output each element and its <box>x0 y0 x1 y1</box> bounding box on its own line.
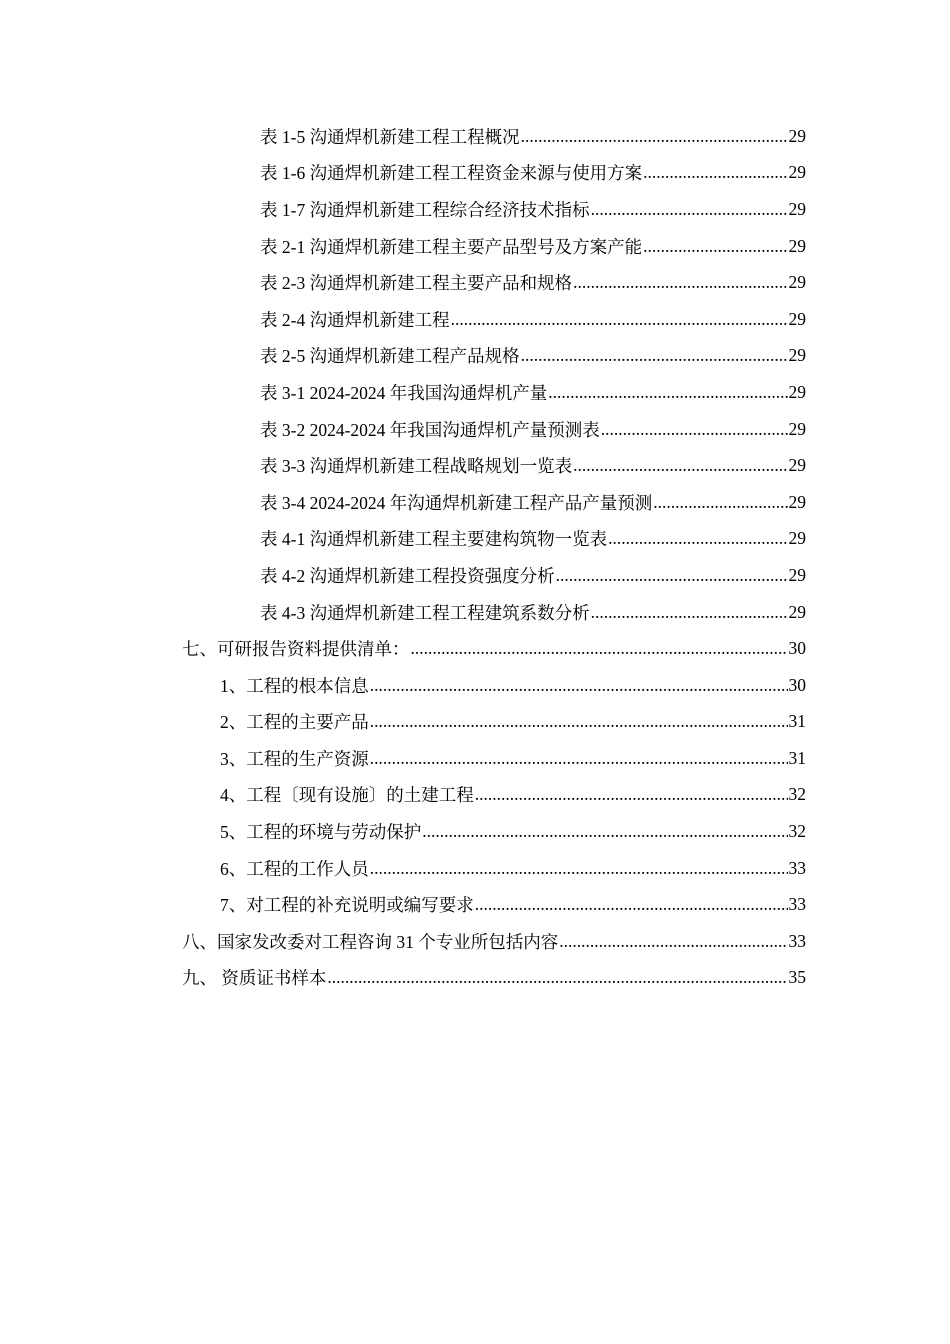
toc-entry-title: 表 4-2 沟通焊机新建工程投资强度分析 <box>260 565 555 586</box>
toc-dot-leader <box>643 162 787 183</box>
toc-entry-title: 表 2-1 沟通焊机新建工程主要产品型号及方案产能 <box>260 236 643 257</box>
toc-dot-leader <box>422 821 787 842</box>
toc-entry-title: 表 3-4 2024-2024 年沟通焊机新建工程产品产量预测 <box>260 492 653 513</box>
toc-entry-title: 表 2-3 沟通焊机新建工程主要产品和规格 <box>260 273 573 294</box>
toc-dot-leader <box>370 675 788 696</box>
toc-entry[interactable] <box>0 264 950 301</box>
toc-entry-page-number: 29 <box>788 418 806 439</box>
toc-entry-title: 表 4-3 沟通焊机新建工程工程建筑系数分析 <box>260 602 590 623</box>
toc-entry[interactable] <box>0 667 950 704</box>
toc-entry[interactable] <box>0 301 950 338</box>
toc-dot-leader <box>327 967 787 988</box>
toc-dot-leader <box>591 602 788 623</box>
toc-entry-title: 表 1-5 沟通焊机新建工程工程概况 <box>260 126 520 147</box>
toc-entry-title: 3、工程的生产资源 <box>220 748 369 769</box>
toc-entry-page-number: 29 <box>788 381 806 402</box>
toc-dot-leader <box>591 199 788 220</box>
toc-entry-title: 表 2-4 沟通焊机新建工程 <box>260 309 450 330</box>
toc-entry-page-number: 29 <box>788 235 806 256</box>
toc-dot-leader <box>653 492 787 513</box>
toc-entry[interactable] <box>0 850 950 887</box>
toc-entry-page-number: 29 <box>788 455 806 476</box>
toc-dot-leader <box>559 931 787 952</box>
toc-entry[interactable] <box>0 630 950 667</box>
toc-entry-title: 表 3-2 2024-2024 年我国沟通焊机产量预测表 <box>260 419 600 440</box>
toc-entry-page-number: 29 <box>788 198 806 219</box>
toc-entry-page-number: 35 <box>788 967 806 988</box>
toc-entry-title: 4、工程〔现有设施〕的土建工程 <box>220 785 474 806</box>
toc-entry[interactable] <box>0 521 950 558</box>
toc-dot-leader <box>370 858 788 879</box>
toc-dot-leader <box>608 528 787 549</box>
toc-entry-page-number: 29 <box>788 601 806 622</box>
toc-dot-leader <box>521 126 788 147</box>
toc-entry-title: 2、工程的主要产品 <box>220 712 369 733</box>
toc-entry-page-number: 33 <box>788 894 806 915</box>
toc-dot-leader <box>521 345 788 366</box>
toc-entry[interactable] <box>0 411 950 448</box>
toc-dot-leader <box>548 382 787 403</box>
toc-entry-title: 表 2-5 沟通焊机新建工程产品规格 <box>260 346 520 367</box>
toc-entry-page-number: 33 <box>788 857 806 878</box>
toc-entry-page-number: 29 <box>788 528 806 549</box>
toc-entry[interactable] <box>0 338 950 375</box>
toc-entry[interactable] <box>0 960 950 997</box>
toc-entry-title: 七、可研报告资料提供清单： <box>182 639 410 660</box>
toc-entry[interactable] <box>0 374 950 411</box>
toc-entry-page-number: 33 <box>788 930 806 951</box>
toc-entry-title: 5、工程的环境与劳动保护 <box>220 822 422 843</box>
toc-dot-leader <box>556 565 788 586</box>
toc-dot-leader <box>475 894 788 915</box>
toc-entry-page-number: 29 <box>788 162 806 183</box>
toc-entry-title: 八、国家发改委对工程咨询 31 个专业所包括内容 <box>182 931 559 952</box>
toc-entry[interactable] <box>0 813 950 850</box>
toc-entry[interactable] <box>0 704 950 741</box>
toc-entry[interactable] <box>0 484 950 521</box>
toc-entry-page-number: 29 <box>788 564 806 585</box>
toc-dot-leader <box>411 638 788 659</box>
toc-entry-title: 1、工程的根本信息 <box>220 675 369 696</box>
table-of-contents <box>0 118 950 996</box>
toc-entry-page-number: 31 <box>788 711 806 732</box>
toc-entry-page-number: 29 <box>788 491 806 512</box>
toc-entry-page-number: 32 <box>788 784 806 805</box>
toc-dot-leader <box>370 748 788 769</box>
toc-dot-leader <box>601 419 788 440</box>
toc-entry-title: 九、 资质证书样本 <box>182 968 327 989</box>
toc-entry[interactable] <box>0 557 950 594</box>
toc-entry-page-number: 30 <box>788 674 806 695</box>
toc-entry-page-number: 29 <box>788 272 806 293</box>
toc-entry-title: 7、对工程的补充说明或编写要求 <box>220 895 474 916</box>
toc-entry-title: 表 3-3 沟通焊机新建工程战略规划一览表 <box>260 456 573 477</box>
toc-entry-page-number: 30 <box>788 638 806 659</box>
toc-entry[interactable] <box>0 923 950 960</box>
toc-entry-page-number: 29 <box>788 125 806 146</box>
toc-dot-leader <box>643 236 787 257</box>
toc-entry-page-number: 29 <box>788 308 806 329</box>
toc-entry[interactable] <box>0 228 950 265</box>
toc-entry[interactable] <box>0 594 950 631</box>
toc-entry-title: 表 3-1 2024-2024 年我国沟通焊机产量 <box>260 382 548 403</box>
toc-dot-leader <box>475 784 788 805</box>
toc-entry[interactable] <box>0 777 950 814</box>
toc-entry[interactable] <box>0 191 950 228</box>
toc-entry[interactable] <box>0 118 950 155</box>
toc-entry[interactable] <box>0 740 950 777</box>
toc-entry-page-number: 32 <box>788 821 806 842</box>
toc-dot-leader <box>370 711 788 732</box>
toc-entry[interactable] <box>0 155 950 192</box>
toc-entry[interactable] <box>0 447 950 484</box>
toc-entry-title: 表 1-6 沟通焊机新建工程工程资金来源与使用方案 <box>260 163 643 184</box>
toc-entry-title: 表 1-7 沟通焊机新建工程综合经济技术指标 <box>260 199 590 220</box>
toc-entry-page-number: 31 <box>788 747 806 768</box>
toc-entry-page-number: 29 <box>788 345 806 366</box>
toc-dot-leader <box>573 455 787 476</box>
toc-entry[interactable] <box>0 886 950 923</box>
toc-entry-title: 6、工程的工作人员 <box>220 858 369 879</box>
toc-dot-leader <box>451 309 788 330</box>
toc-dot-leader <box>573 272 787 293</box>
toc-entry-title: 表 4-1 沟通焊机新建工程主要建构筑物一览表 <box>260 529 608 550</box>
